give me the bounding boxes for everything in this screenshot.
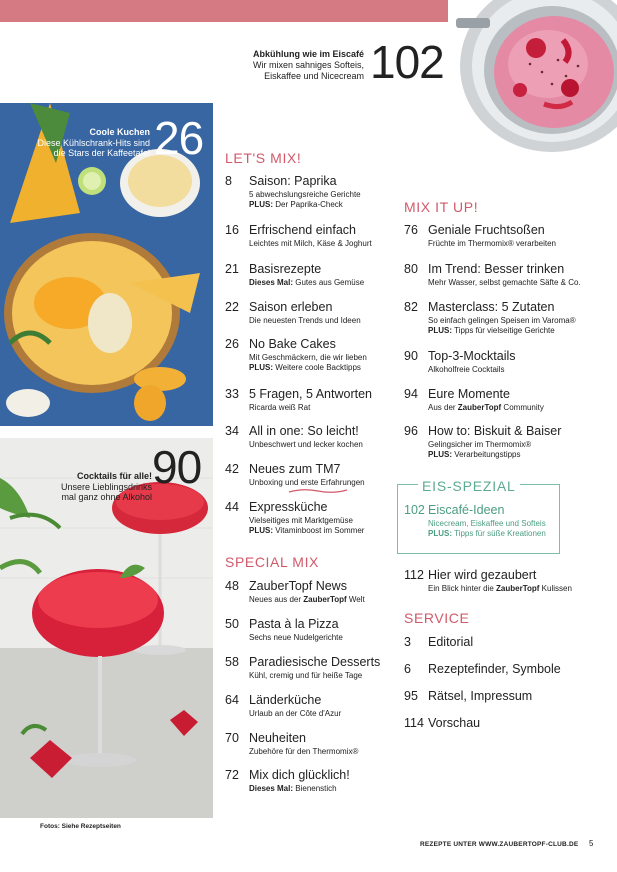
toc-entry[interactable] [404, 349, 589, 379]
toc-page-number: 114 [404, 716, 424, 730]
toc-page-number: 22 [225, 300, 239, 314]
toc-entry[interactable] [404, 262, 589, 292]
toc-entry[interactable] [225, 655, 410, 685]
toc-title: Geniale Fruchtsoßen [428, 223, 545, 237]
toc-title: Hier wird gezaubert [428, 568, 537, 582]
toc-entry-eis-cafe[interactable] [404, 503, 589, 543]
toc-subtitle: Sechs neue Nudelgerichte [249, 633, 343, 642]
plus-label: PLUS: [249, 526, 273, 535]
toc-subtitle: Mehr Wasser, selbst gemachte Säfte & Co. [428, 278, 581, 287]
toc-page-number: 44 [225, 500, 239, 514]
toc-subtitle: Mit Geschmäckern, die wir lieben [249, 353, 367, 362]
toc-title: Vorschau [428, 716, 481, 730]
footer-website-link[interactable]: REZEPTE UNTER WWW.ZAUBERTOPF-CLUB.DE [420, 841, 579, 848]
toc-page-number: 50 [225, 617, 239, 631]
toc-plus-line [249, 526, 364, 537]
toc-title: No Bake Cakes [249, 337, 336, 351]
plus-label: PLUS: [428, 529, 452, 538]
toc-subtitle [249, 595, 365, 606]
toc-page-number: 64 [225, 693, 239, 707]
toc-subtitle [428, 584, 572, 595]
toc-page-number: 21 [225, 262, 239, 276]
toc-subtitle: Früchte im Thermomix® verarbeiten [428, 239, 557, 248]
toc-page-number: 3 [404, 635, 411, 649]
toc-page-number: 82 [404, 300, 418, 314]
special-mix-heading: SPECIAL MIX [225, 554, 319, 570]
toc-subtitle: Kühl, cremig und für heiße Tage [249, 671, 363, 680]
toc-page-number: 16 [225, 223, 239, 237]
toc-page-number: 72 [225, 768, 239, 782]
sub-text: Aus der [428, 403, 458, 412]
toc-page-number: 48 [225, 579, 239, 593]
toc-title: Expressküche [249, 500, 328, 514]
toc-page-number: 8 [225, 174, 232, 188]
plus-label: PLUS: [249, 363, 273, 372]
toc-entry[interactable] [404, 223, 589, 253]
toc-subtitle: Ricarda weiß Rat [249, 403, 311, 412]
plus-label: PLUS: [249, 200, 273, 209]
top-feature-line1: Wir mixen sahniges Softeis, [252, 60, 364, 70]
toc-page-number: 34 [225, 424, 239, 438]
top-color-bar [0, 0, 470, 22]
toc-title: 5 Fragen, 5 Antworten [249, 387, 372, 401]
handwritten-underline [288, 488, 348, 494]
cocktails-caption-title: Cocktails für alle! [76, 471, 152, 481]
service-item[interactable] [404, 689, 532, 704]
toc-page-number: 102 [404, 503, 425, 517]
toc-title: Saison erleben [249, 300, 333, 314]
toc-subtitle: Urlaub an der Côte d'Azur [249, 709, 342, 718]
toc-subtitle: Unbeschwert und lecker kochen [249, 440, 363, 449]
toc-entry[interactable] [225, 337, 410, 377]
toc-subtitle: Die neuesten Trends und Ideen [249, 316, 361, 325]
toc-title: Editorial [428, 635, 474, 649]
toc-subtitle [249, 784, 337, 795]
toc-entry[interactable] [225, 300, 410, 330]
toc-title: Eiscafé-Ideen [428, 503, 505, 517]
cake-page-number: 26 [154, 112, 204, 164]
toc-entry[interactable] [225, 387, 410, 417]
top-feature-title: Abkühlung wie im Eiscafé [252, 49, 364, 59]
toc-page-number: 94 [404, 387, 418, 401]
toc-subtitle: Unboxing und erste Erfahrungen [249, 478, 365, 487]
toc-page-number: 33 [225, 387, 239, 401]
toc-title: Eure Momente [428, 387, 510, 401]
toc-page-number: 58 [225, 655, 239, 669]
toc-page-number: 96 [404, 424, 418, 438]
toc-title: Basisrezepte [249, 262, 322, 276]
toc-subtitle: Leichtes mit Milch, Käse & Joghurt [249, 239, 372, 248]
toc-title: How to: Biskuit & Baiser [428, 424, 562, 438]
toc-plus-line [428, 450, 521, 461]
service-item[interactable] [404, 635, 473, 650]
toc-plus-line [428, 529, 546, 540]
toc-subtitle: Zubehöre für den Thermomix® [249, 747, 359, 756]
toc-entry[interactable] [225, 223, 410, 253]
toc-title: Rezeptefinder, Symbole [428, 662, 561, 676]
photo-credit: Fotos: Siehe Rezeptseiten [40, 823, 121, 830]
toc-title: Im Trend: Besser trinken [428, 262, 565, 276]
page-number: 5 [589, 839, 594, 848]
toc-entry[interactable] [225, 617, 410, 647]
service-item[interactable] [404, 662, 561, 677]
toc-subtitle: Gelingsicher im Thermomix® [428, 440, 532, 449]
toc-page-number: 70 [225, 731, 239, 745]
toc-entry[interactable] [404, 424, 589, 464]
thermomix-bowl-photo [448, 0, 617, 156]
toc-entry[interactable] [225, 500, 410, 540]
toc-entry[interactable] [225, 174, 410, 214]
plus-text: Verarbeitungstipps [452, 450, 521, 459]
top-feature-page-number: 102 [370, 36, 444, 88]
toc-subtitle: Alkoholfreie Cocktails [428, 365, 505, 374]
toc-entry[interactable] [225, 262, 410, 292]
toc-plus-line [428, 326, 555, 337]
eis-spezial-heading: EIS-SPEZIAL [418, 478, 520, 494]
cake-caption-line2: die Stars der Kaffeetafel [53, 148, 150, 158]
toc-entry[interactable] [225, 693, 410, 723]
plus-text: Weitere coole Backtipps [273, 363, 361, 372]
sub-text: Bienenstich [293, 784, 337, 793]
toc-title: Masterclass: 5 Zutaten [428, 300, 555, 314]
lets-mix-heading: LET'S MIX! [225, 150, 302, 166]
sub-bold: ZauberTopf [303, 595, 347, 604]
toc-entry[interactable] [404, 300, 589, 340]
toc-subtitle: Vielseitiges mit Marktgemüse [249, 516, 353, 525]
mix-it-up-heading: MIX IT UP! [404, 199, 479, 215]
service-heading: SERVICE [404, 610, 470, 626]
plus-label: PLUS: [428, 450, 452, 459]
sub-bold: Dieses Mal: [249, 278, 294, 287]
toc-subtitle [428, 403, 544, 414]
sub-bold: ZauberTopf [496, 584, 540, 593]
toc-title: Länderküche [249, 693, 322, 707]
top-feature-line2: Eiskaffee und Nicecream [264, 71, 364, 81]
toc-page-number: 95 [404, 689, 418, 703]
toc-subtitle: 5 abwechslungsreiche Gerichte [249, 190, 361, 199]
cake-caption-title: Coole Kuchen [89, 127, 150, 137]
toc-title: Mix dich glücklich! [249, 768, 350, 782]
toc-title: Rätsel, Impressum [428, 689, 533, 703]
sub-bold: Dieses Mal: [249, 784, 294, 793]
toc-entry[interactable] [404, 568, 589, 598]
sub-text: Gutes aus Gemüse [293, 278, 365, 287]
plus-text: Tipps für süße Kreationen [452, 529, 546, 538]
toc-page-number: 80 [404, 262, 418, 276]
toc-title: Paradiesische Desserts [249, 655, 381, 669]
toc-title: Neuheiten [249, 731, 306, 745]
toc-title: Top-3-Mocktails [428, 349, 516, 363]
cocktails-caption-line1: Unsere Lieblingsdrinks [60, 481, 152, 492]
toc-title: Saison: Paprika [249, 174, 337, 188]
service-item[interactable] [404, 716, 480, 731]
toc-title: Erfrischend einfach [249, 223, 357, 237]
toc-title: Neues zum TM7 [249, 462, 341, 476]
sub-after: Welt [346, 595, 365, 604]
toc-plus-line [249, 200, 343, 211]
cake-photo-caption [30, 127, 150, 159]
toc-page-number: 6 [404, 662, 411, 676]
toc-subtitle: So einfach gelingen Speisen im Varoma® [428, 316, 576, 325]
toc-page-number: 76 [404, 223, 418, 237]
toc-entry[interactable] [225, 768, 410, 798]
sub-after: Community [501, 403, 544, 412]
sub-after: Kulissen [539, 584, 572, 593]
toc-title: All in one: So leicht! [249, 424, 359, 438]
toc-page-number: 112 [404, 568, 424, 582]
top-feature-teaser[interactable] [232, 49, 364, 82]
toc-subtitle: Nicecream, Eiskaffee und Softeis [428, 519, 546, 528]
toc-entry[interactable] [225, 579, 410, 609]
cocktails-page-number: 90 [152, 441, 202, 493]
toc-page-number: 26 [225, 337, 239, 351]
plus-text: Tipps für vielseitige Gerichte [452, 326, 555, 335]
plus-text: Der Paprika-Check [273, 200, 343, 209]
sub-text: Ein Blick hinter die [428, 584, 497, 593]
toc-entry[interactable] [225, 731, 410, 761]
toc-title: ZauberTopf News [249, 579, 347, 593]
toc-plus-line [249, 363, 361, 374]
toc-entry[interactable] [404, 387, 589, 417]
toc-subtitle [249, 278, 364, 289]
plus-label: PLUS: [428, 326, 452, 335]
toc-title: Pasta à la Pizza [249, 617, 339, 631]
cocktails-photo-caption [40, 471, 152, 503]
toc-page-number: 90 [404, 349, 418, 363]
cocktails-caption-line2: mal ganz ohne Alkohol [61, 492, 152, 502]
sub-bold: ZauberTopf [457, 403, 502, 412]
toc-page-number: 42 [225, 462, 239, 476]
plus-text: Vitaminboost im Sommer [273, 526, 365, 535]
sub-text: Neues aus der [249, 595, 304, 604]
cake-caption-line1: Diese Kühlschrank-Hits sind [37, 137, 150, 148]
toc-entry[interactable] [225, 424, 410, 454]
